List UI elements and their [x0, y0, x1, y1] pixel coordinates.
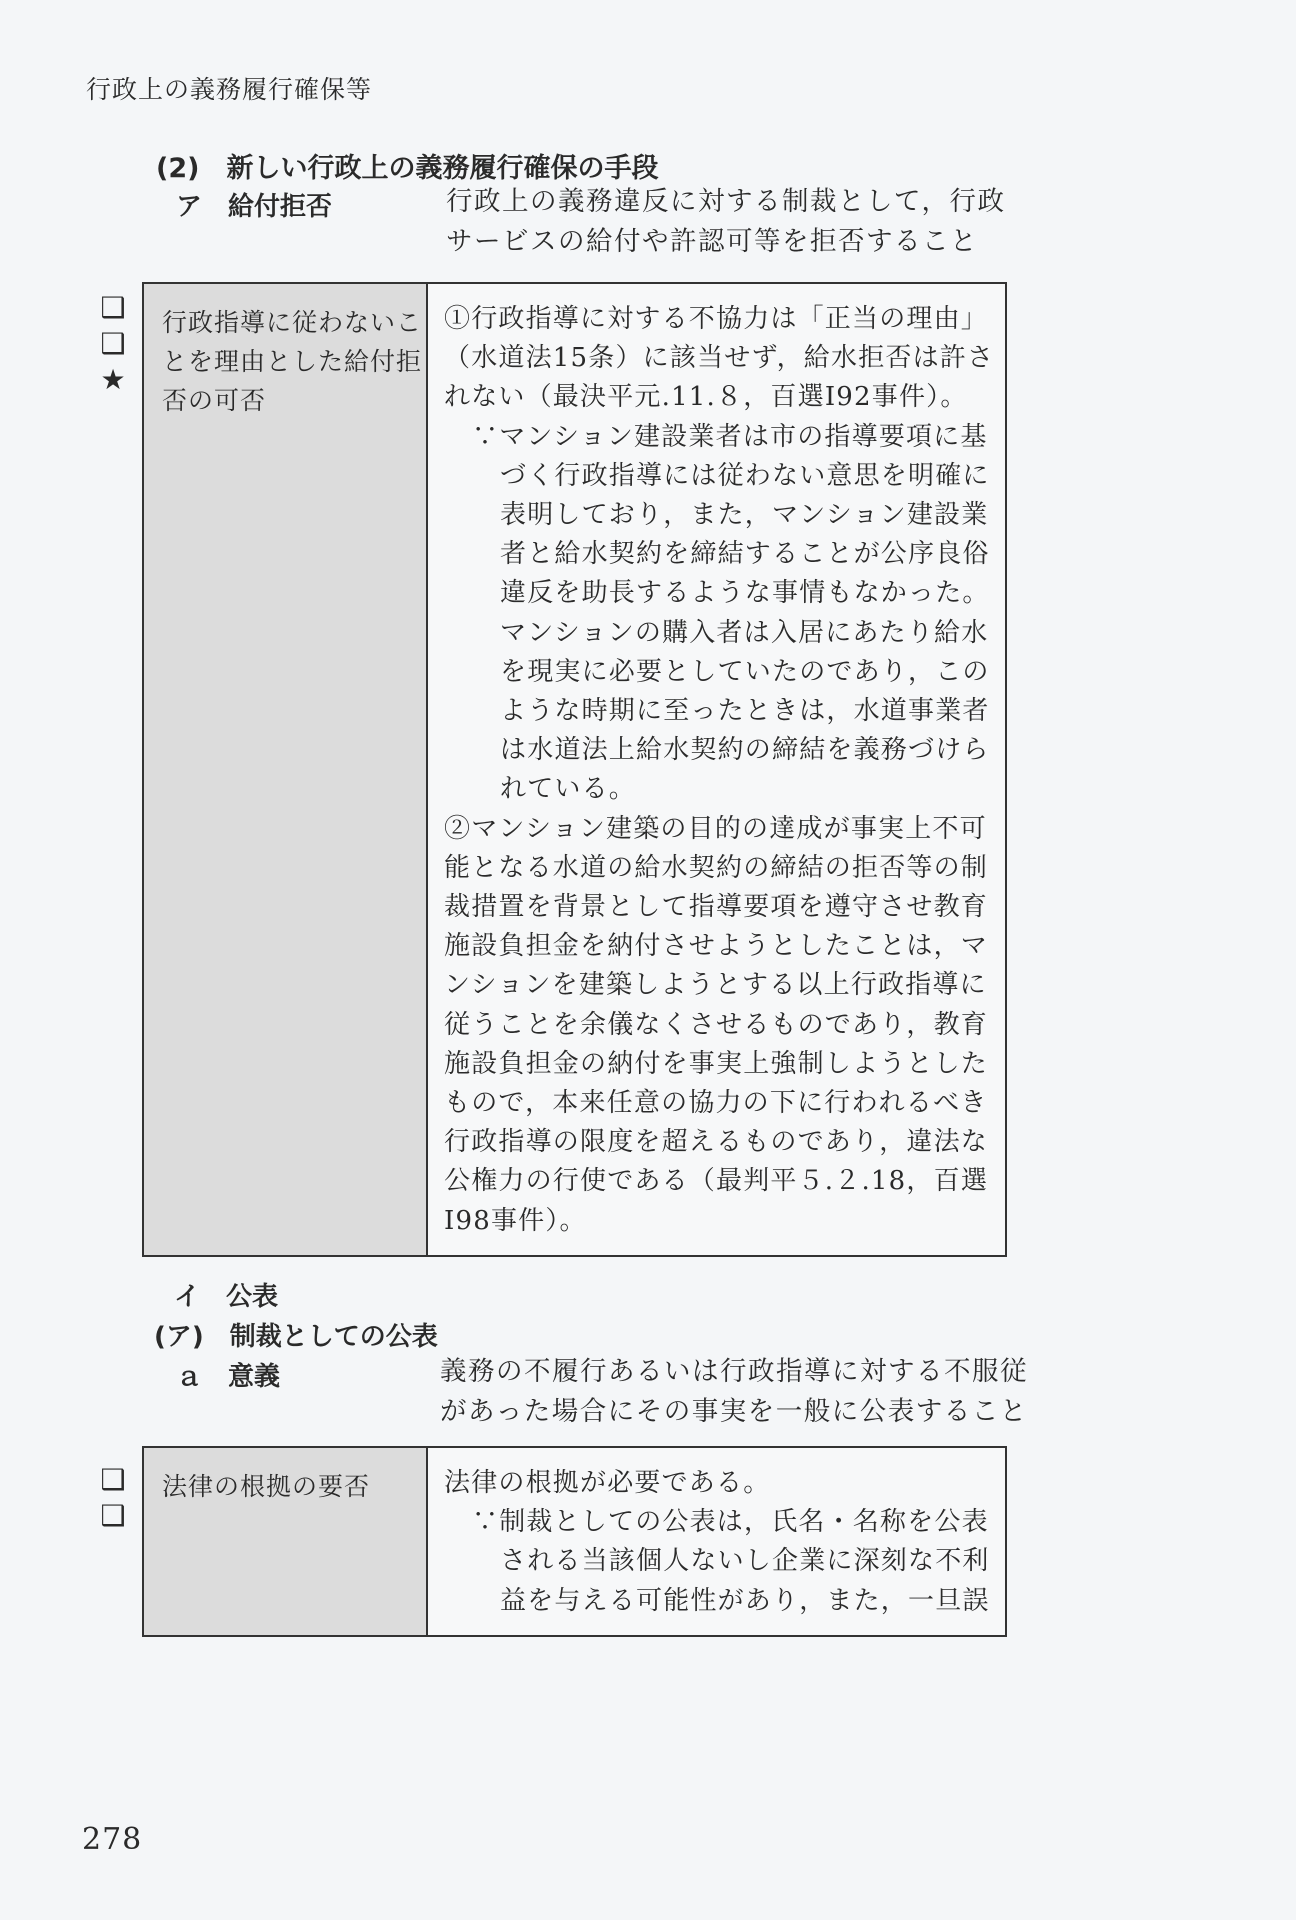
definition-line: があった場合にその事実を一般に公表すること — [440, 1396, 1028, 1427]
definition-line: 行政上の義務違反に対する制裁として，行政 — [446, 186, 1006, 217]
box1-marks — [100, 290, 126, 398]
page-number: 278 — [82, 1822, 143, 1857]
definition-line: サービスの給付や許認可等を拒否すること — [446, 226, 978, 257]
box1-reason-1: ∵マンション建設業者は市の指導要項に基づく行政指導には従わない意思を明確に表明しており，また，マンション建設業者と給水契約を締結することが公序良俗違反を助長するような事情もなかった。マンションの購入者は入居にあたり給水を現実に必要としていたのであり，このような時期に至ったときは，水道事業者は水道法上給水契約の締結を義務づけられている。 — [472, 421, 990, 805]
subsection-i-label: イ 公表 — [174, 1282, 279, 1312]
running-header: 行政上の義務履行確保等 — [86, 75, 373, 104]
box2-marks — [100, 1462, 126, 1534]
subsection-i-sub-label: (ア) 制裁としての公表 — [154, 1322, 438, 1352]
box2-table — [142, 1446, 1007, 1637]
box1-label: 行政指導に従わないことを理由とした給付拒否の可否 — [162, 308, 423, 415]
section-title: (2) 新しい行政上の義務履行確保の手段 — [156, 153, 659, 184]
box2-body-cell — [427, 1447, 1006, 1636]
box1-table — [142, 282, 1007, 1257]
definition-line: 義務の不履行あるいは行政指導に対する不服従 — [440, 1356, 1028, 1387]
box1-paragraph-1: ①行政指導に対する不協力は「正当の理由」（水道法15条）に該当せず，給水拒否は許されない（最決平元.11.８，百選Ⅰ92事件）。 — [444, 304, 995, 413]
subsection-a-label: ア 給付拒否 — [176, 192, 333, 222]
subsection-a-definition — [446, 182, 1005, 262]
box1-label-cell — [143, 283, 427, 1256]
box2-label: 法律の根拠の要否 — [162, 1472, 371, 1501]
star-icon: ★ — [100, 363, 126, 396]
checkbox-icon: ❑ — [100, 1499, 126, 1532]
box2-paragraph-1: 法律の根拠が必要である。 — [444, 1468, 771, 1498]
checkbox-icon: ❑ — [100, 327, 126, 360]
box2-reason-1: ∵制裁としての公表は，氏名・名称を公表される当該個人ないし企業に深刻な不利益を与える可能性があり，また，一旦誤 — [472, 1507, 990, 1616]
checkbox-icon: ❑ — [100, 291, 126, 324]
box2-label-cell — [143, 1447, 427, 1636]
box1-body-cell — [427, 283, 1006, 1256]
item-a-definition — [440, 1352, 1028, 1432]
box1-paragraph-2: ②マンション建築の目的の達成が事実上不可能となる水道の給水契約の締結の拒否等の制裁措置を背景として指導要項を遵守させ教育施設負担金を納付させようとしたことは，マンションを建築しようとする以上行政指導に従うことを余儀なくさせるものであり，教育施設負担金の納付を事実上強制しようとしたもので，本来任意の協力の下に行われるべき行政指導の限度を超えるものであり，違法な公権力の行使である（最判平５.２.18，百選Ⅰ98事件）。 — [444, 813, 989, 1236]
checkbox-icon: ❑ — [100, 1463, 126, 1496]
item-a-label: ａ 意義 — [176, 1362, 281, 1392]
